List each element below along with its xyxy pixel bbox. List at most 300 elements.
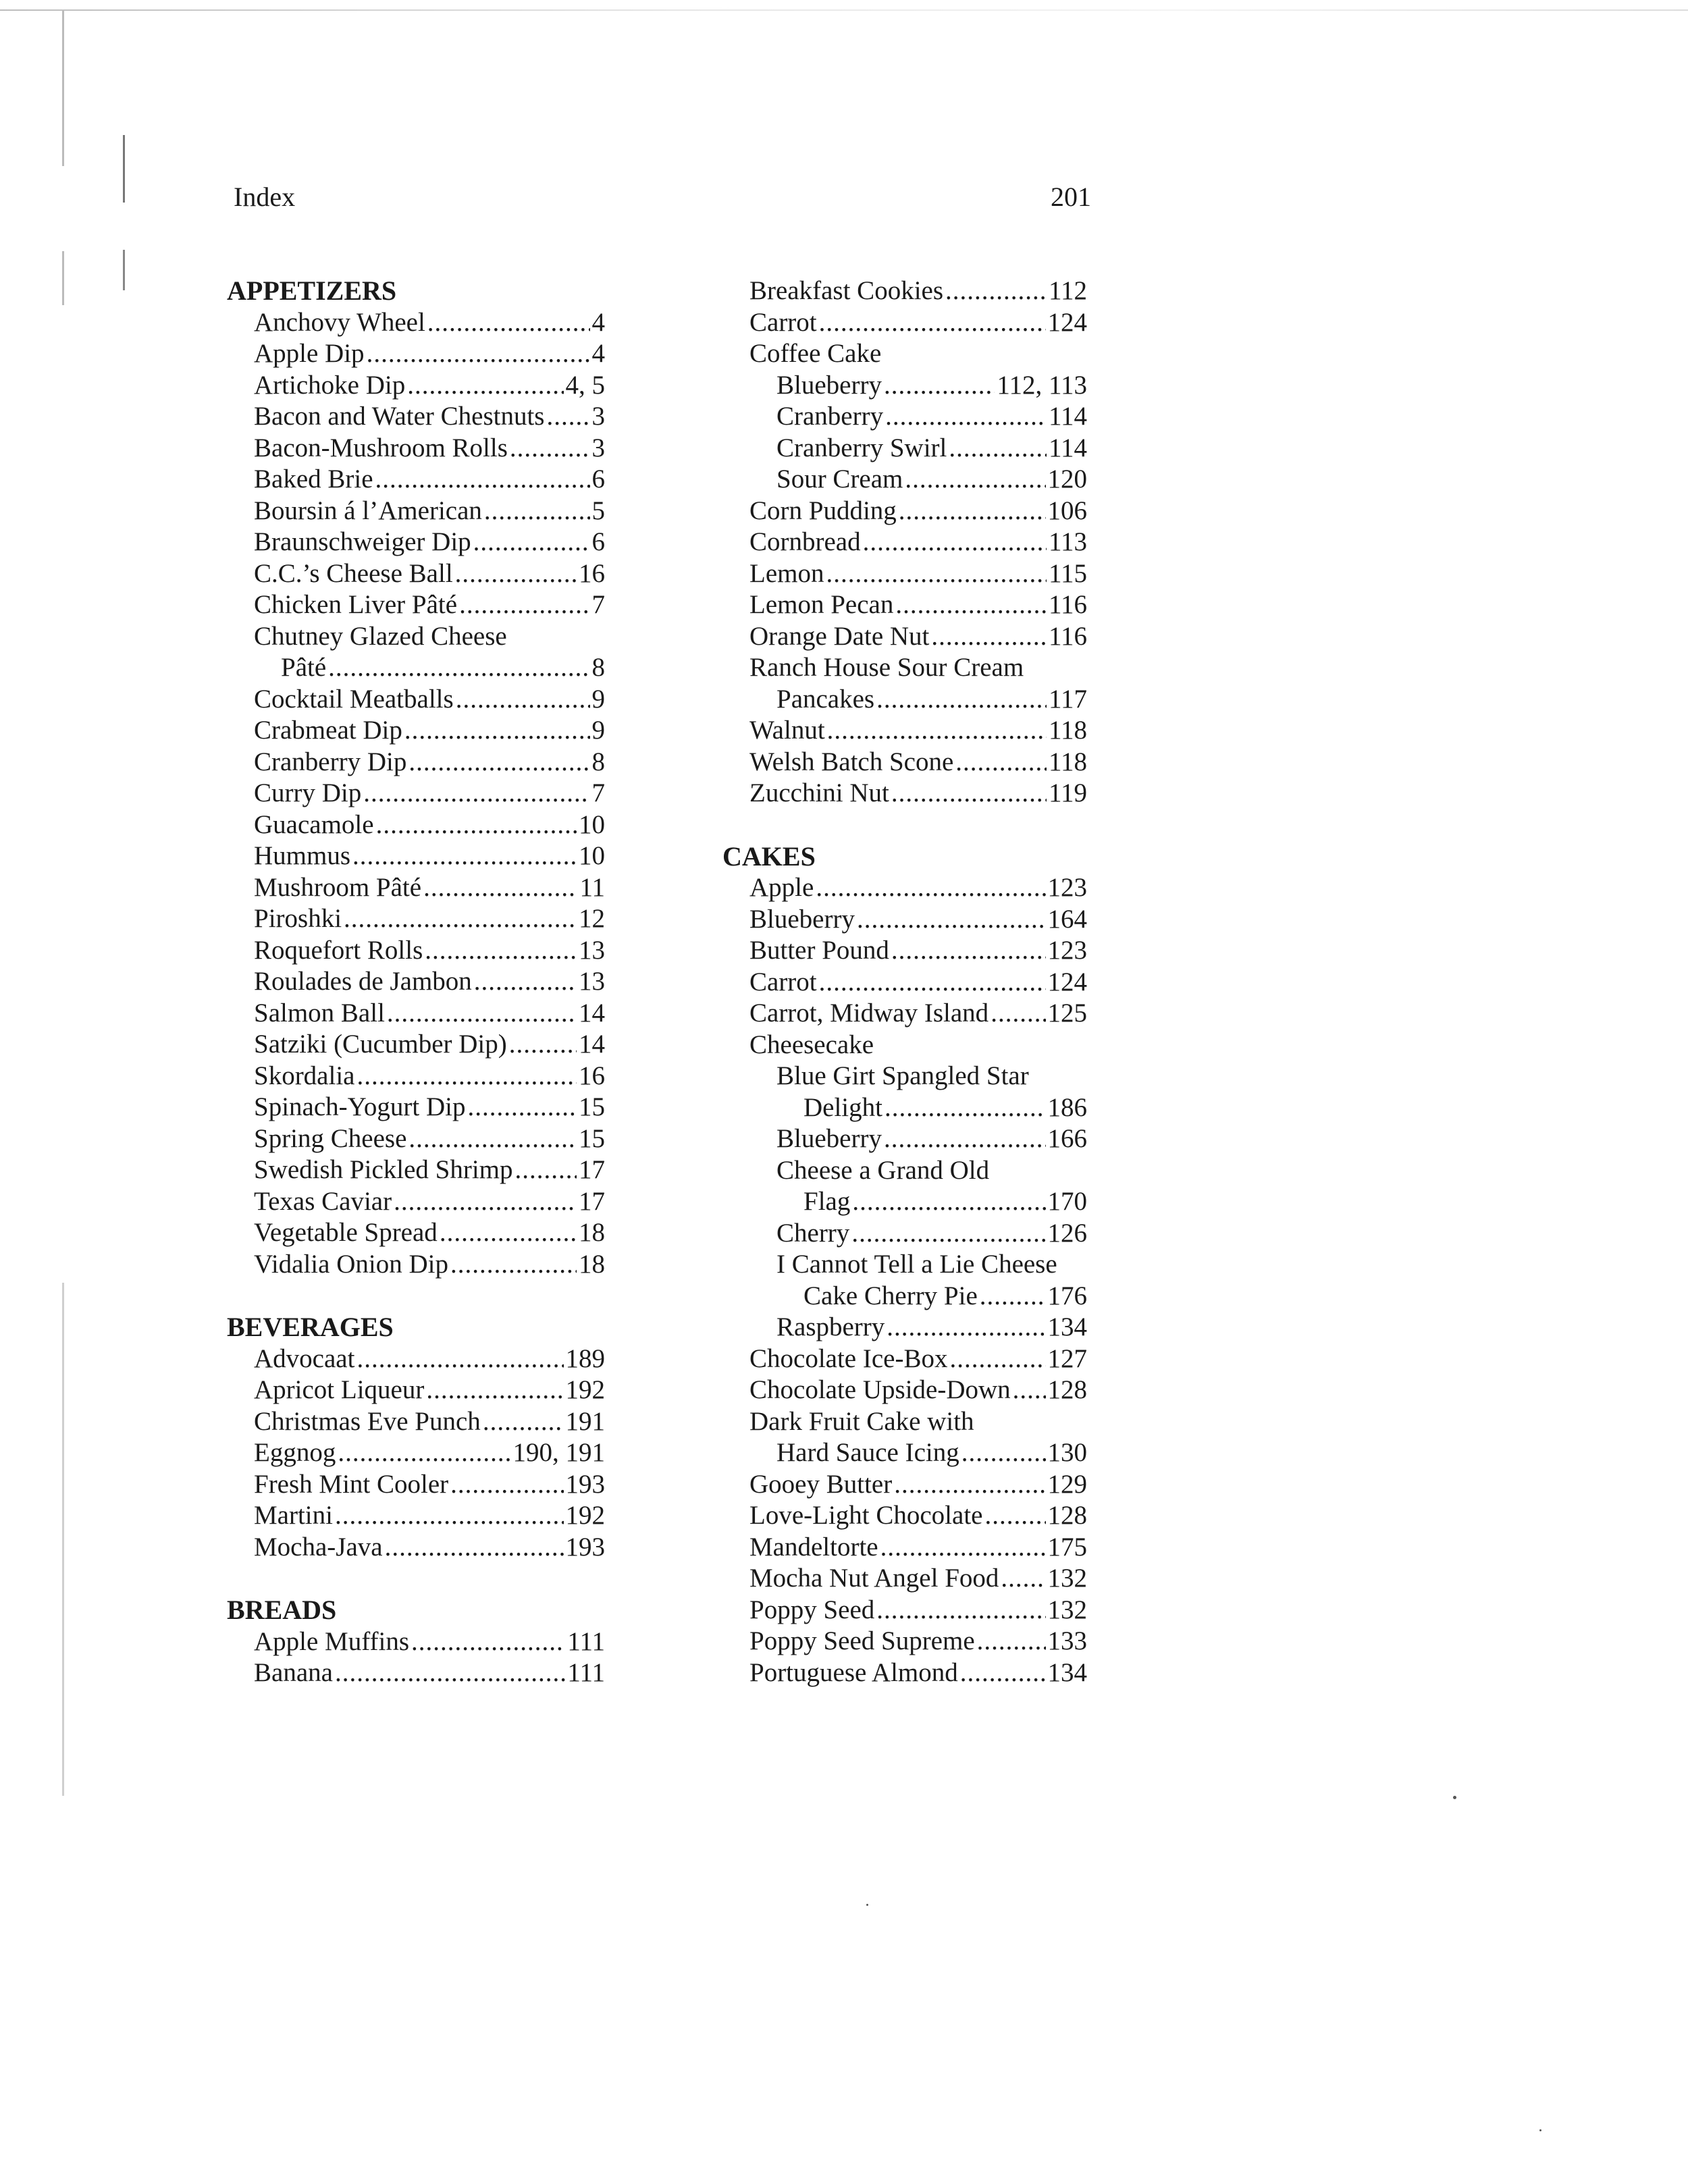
entry-page: 10 [579,809,605,839]
index-entry [227,809,605,841]
index-entry [227,747,605,778]
entry-page: 5 [591,496,605,525]
entry-page: 116 [1048,621,1087,651]
entry-label: Blueberry [749,904,855,934]
index-entry [722,370,1087,402]
dot-leader [546,401,589,433]
entry-page: 124 [1047,307,1087,337]
entry-label: Blueberry [776,370,882,400]
entry-label: Carrot [749,307,817,337]
index-entry [227,1437,605,1469]
index-entry [227,1123,605,1155]
entry-page: 164 [1047,904,1087,934]
dot-leader [352,841,577,872]
entry-page: 6 [591,527,605,556]
entry-page: 186 [1047,1092,1087,1122]
dot-leader [857,904,1046,936]
index-column-right [722,275,1087,1720]
entry-label: Cranberry Dip [254,747,407,776]
dot-leader [949,1343,1045,1375]
dot-leader [515,1154,577,1186]
entry-label: Welsh Batch Scone [749,747,954,776]
dot-leader [426,1375,563,1406]
index-entry [722,1343,1087,1375]
dot-leader [450,1249,577,1281]
entry-page: 118 [1048,716,1087,745]
entry-label: Gooey Butter [749,1469,893,1499]
entry-label: Skordalia [254,1061,355,1090]
dot-leader [376,809,577,841]
scan-mark [123,250,125,290]
dot-leader [427,307,590,339]
scan-speck [866,1904,868,1906]
entry-page: 126 [1047,1218,1087,1248]
entry-label: Cake Cherry Pie [803,1281,978,1310]
dot-leader [819,307,1046,339]
dot-leader [816,872,1045,904]
index-entry [722,1657,1087,1689]
dot-leader [335,1657,565,1689]
entry-label: Chicken Liver Pâté [254,590,458,619]
index-entry [227,1469,605,1501]
index-entry-group: Coffee Cake [749,339,882,368]
index-entry [227,966,605,998]
dot-leader [1013,1375,1046,1406]
index-entry [722,1092,1087,1124]
entry-page: 130 [1047,1438,1087,1467]
entry-page: 12 [579,904,605,933]
entry-label: Poppy Seed Supreme [749,1626,975,1655]
entry-label: Portuguese Almond [749,1657,958,1687]
entry-page: 133 [1047,1626,1087,1655]
entry-label: Guacamole [254,809,374,839]
entry-page: 16 [579,558,605,588]
dot-leader [385,1532,564,1564]
scan-edge-left [62,1283,64,1796]
entry-page: 114 [1048,402,1087,431]
entry-page: 4 [591,307,605,337]
index-entry [227,433,605,464]
dot-leader [863,527,1047,558]
index-entry [227,1249,605,1281]
index-entry [227,1657,605,1689]
dot-leader [474,966,577,998]
entry-label: Curry Dip [254,778,362,807]
index-entry [227,1500,605,1532]
entry-page: 166 [1047,1124,1087,1153]
index-entry [722,1469,1087,1501]
entry-page: 112, 113 [997,370,1087,400]
index-entry [722,1563,1087,1595]
dot-leader [851,1218,1045,1250]
entry-label: Walnut [749,716,825,745]
entry-label: Carrot [749,967,817,996]
index-entry-group: Blue Girt Spangled Star [776,1061,1029,1090]
entry-label: Christmas Eve Punch [254,1406,481,1436]
index-entry [722,1218,1087,1250]
entry-label: Orange Date Nut [749,621,930,651]
entry-label: Cranberry [776,402,884,431]
entry-label: Cherry [776,1218,850,1248]
dot-leader [984,1500,1045,1532]
entry-label: Spring Cheese [254,1123,407,1153]
entry-page: 118 [1048,747,1087,776]
entry-label: Delight [803,1092,882,1122]
dot-leader [945,275,1047,307]
entry-label: Apple Muffins [254,1626,410,1656]
dot-leader [459,589,589,621]
entry-label: Hummus [254,841,351,870]
entry-label: Baked Brie [254,464,373,494]
entry-label: Cocktail Meatballs [254,684,454,714]
index-entry [227,1061,605,1092]
index-entry [722,1312,1087,1343]
index-entry-group: Dark Fruit Cake with [749,1406,974,1436]
dot-leader [1001,1563,1045,1595]
scan-speck [1453,1796,1456,1799]
page-title: Index [234,182,296,212]
entry-page: 17 [579,1155,605,1184]
dot-leader [894,1469,1045,1501]
entry-label: Apricot Liqueur [254,1375,425,1404]
dot-leader [880,1532,1046,1564]
entry-page: 15 [579,1123,605,1153]
entry-page: 192 [565,1501,605,1530]
dot-leader [852,1186,1045,1218]
index-column-left [227,275,605,1721]
dot-leader [456,684,590,716]
dot-leader [423,872,577,904]
dot-leader [408,1123,577,1155]
entry-page: 15 [579,1092,605,1121]
dot-leader [891,778,1047,809]
index-entry [722,621,1087,653]
index-entry-group: I Cannot Tell a Lie Cheese [776,1250,1057,1279]
entry-page: 4 [591,339,605,368]
entry-page: 3 [591,433,605,462]
index-entry [722,433,1087,464]
dot-leader [357,1061,577,1092]
dot-leader [977,1626,1046,1657]
entry-label: Cornbread [749,527,861,556]
page-number: 201 [1051,182,1091,212]
section-heading: BREADS [227,1595,337,1625]
entry-page: 123 [1047,873,1087,902]
index-entry [722,1437,1087,1469]
entry-label: Martini [254,1501,333,1530]
entry-label: Love-Light Chocolate [749,1501,983,1530]
entry-label: Hard Sauce Icing [776,1438,959,1467]
index-entry [227,652,605,684]
section-heading: CAKES [722,841,816,872]
index-entry [722,1375,1087,1406]
dot-leader [357,1343,563,1375]
entry-label: Banana [254,1658,333,1687]
index-entry [722,1123,1087,1155]
entry-page: 112 [1048,276,1087,305]
entry-page: 18 [579,1249,605,1279]
index-entry [722,464,1087,496]
entry-page: 115 [1048,558,1087,588]
dot-leader [509,1029,577,1061]
index-entry [227,998,605,1030]
entry-label: Braunschweiger Dip [254,527,471,556]
index-section-beverages [227,1312,605,1563]
index-entry [227,935,605,967]
dot-leader [510,433,590,464]
entry-label: Vegetable Spread [254,1218,438,1247]
dot-leader [876,684,1047,716]
dot-leader [884,370,995,402]
index-entry [227,1186,605,1218]
dot-leader [960,1657,1046,1689]
dot-leader [961,1437,1046,1469]
index-section-breads [227,1595,605,1689]
entry-label: Raspberry [776,1312,885,1341]
entry-page: 192 [565,1375,605,1404]
dot-leader [884,1123,1046,1155]
index-entry [227,1406,605,1438]
entry-page: 190, 191 [512,1438,605,1467]
index-entry [227,1029,605,1061]
entry-page: 9 [591,684,605,714]
dot-leader [885,1092,1046,1124]
dot-leader [980,1281,1046,1312]
entry-label: Breakfast Cookies [749,276,944,305]
dot-leader [887,1312,1045,1343]
entry-label: Boursin á l’American [254,496,482,525]
index-entry [722,527,1087,558]
entry-page: 111 [567,1626,605,1656]
dot-leader [895,589,1047,621]
dot-leader [905,464,1045,496]
dot-leader [885,401,1047,433]
dot-leader [819,967,1046,998]
entry-page: 117 [1048,684,1087,714]
index-entry [722,1532,1087,1564]
scan-edge-left [62,11,64,166]
entry-label: Corn Pudding [749,496,897,525]
entry-label: Bacon-Mushroom Rolls [254,433,508,462]
entry-page: 7 [591,590,605,619]
dot-leader [949,433,1047,464]
index-entry [722,1281,1087,1312]
entry-label: Chocolate Upside-Down [749,1375,1011,1404]
entry-label: Pancakes [776,684,875,714]
entry-label: Swedish Pickled Shrimp [254,1155,513,1184]
entry-label: Salmon Ball [254,998,385,1028]
dot-leader [891,935,1046,967]
entry-page: 191 [565,1406,605,1436]
index-entry [227,338,605,370]
dot-leader [328,652,589,684]
index-entry [227,589,605,621]
index-entry [722,589,1087,621]
dot-leader [826,558,1046,590]
index-entry [722,872,1087,904]
entry-page: 14 [579,1030,605,1059]
index-section [722,275,1087,809]
entry-page: 13 [579,935,605,965]
index-entry [227,715,605,747]
dot-leader [876,1595,1045,1626]
index-entry [722,715,1087,747]
entry-page: 193 [565,1469,605,1499]
index-entry [227,1532,605,1564]
index-entry [722,747,1087,778]
scan-mark [123,135,125,203]
entry-page: 125 [1047,998,1087,1028]
entry-page: 113 [1048,527,1087,556]
entry-label: Lemon [749,558,824,588]
index-entry-group: Cheesecake [749,1030,874,1059]
entry-page: 18 [579,1218,605,1247]
index-section-appetizers [227,275,605,1280]
entry-label: Mushroom Pâté [254,872,422,902]
entry-label: Mandeltorte [749,1532,878,1562]
entry-label: Chocolate Ice-Box [749,1343,948,1373]
index-entry [227,841,605,872]
index-entry [227,903,605,935]
scan-speck [1539,2129,1541,2131]
section-heading: BEVERAGES [227,1312,394,1342]
entry-label: Roquefort Rolls [254,935,423,965]
entry-page: 17 [579,1186,605,1216]
index-entry [227,558,605,590]
entry-label: Pâté [281,653,327,682]
entry-page: 114 [1048,433,1087,462]
entry-label: Fresh Mint Cooler [254,1469,449,1499]
dot-leader [440,1217,577,1249]
dot-leader [344,903,577,935]
index-entry [227,1217,605,1249]
index-entry [722,935,1087,967]
dot-leader [367,338,590,370]
entry-page: 120 [1047,464,1087,494]
entry-label: Vidalia Onion Dip [254,1249,448,1279]
dot-leader [455,558,577,590]
dot-leader [899,496,1046,527]
entry-page: 124 [1047,967,1087,996]
entry-label: Carrot, Midway Island [749,998,989,1028]
entry-page: 14 [579,998,605,1028]
index-entry [227,778,605,809]
index-entry [722,1626,1087,1657]
index-entry [227,1626,605,1658]
index-entry [722,275,1087,307]
entry-label: Blueberry [776,1124,882,1153]
dot-leader [450,1469,563,1501]
entry-page: 170 [1047,1187,1087,1216]
index-entry [722,1595,1087,1626]
entry-label: Satziki (Cucumber Dip) [254,1030,507,1059]
dot-leader [375,464,590,496]
index-entry-group: Chutney Glazed Cheese [254,621,507,651]
index-entry [227,1343,605,1375]
index-entry [722,967,1087,998]
dot-leader [338,1437,510,1469]
section-heading: APPETIZERS [227,275,397,306]
entry-page: 7 [591,778,605,807]
dot-leader [394,1186,577,1218]
dot-leader [931,621,1047,653]
entry-label: Zucchini Nut [749,778,889,807]
entry-page: 11 [579,872,605,902]
entry-page: 134 [1047,1312,1087,1341]
entry-page: 175 [1047,1532,1087,1562]
entry-page: 189 [565,1343,605,1373]
scan-edge-left [62,251,64,305]
dot-leader [404,715,590,747]
entry-label: Flag [803,1187,851,1216]
entry-page: 16 [579,1061,605,1090]
entry-page: 106 [1047,496,1087,525]
dot-leader [827,715,1047,747]
entry-page: 134 [1047,1657,1087,1687]
entry-page: 116 [1048,590,1087,619]
scan-edge-top [0,9,1688,11]
index-entry [722,496,1087,527]
dot-leader [473,527,590,558]
entry-page: 193 [565,1532,605,1562]
dot-leader [467,1092,577,1123]
entry-page: 127 [1047,1343,1087,1373]
entry-page: 3 [591,402,605,431]
index-entry [227,307,605,339]
index-entry [227,370,605,402]
dot-leader [991,998,1045,1030]
entry-page: 176 [1047,1281,1087,1310]
index-entry-group: Cheese a Grand Old [776,1155,990,1185]
entry-page: 132 [1047,1564,1087,1593]
entry-page: 123 [1047,936,1087,965]
entry-page: 9 [591,716,605,745]
entry-page: 119 [1048,778,1087,807]
index-entry [722,307,1087,339]
index-entry [227,527,605,558]
dot-leader [408,747,589,778]
index-entry [227,401,605,433]
entry-label: Lemon Pecan [749,590,894,619]
index-entry [722,1500,1087,1532]
entry-label: Texas Caviar [254,1186,392,1216]
index-entry [722,998,1087,1030]
index-entry [722,401,1087,433]
entry-label: Apple [749,873,814,902]
dot-leader [483,1406,564,1438]
entry-label: C.C.’s Cheese Ball [254,558,453,588]
index-entry [722,904,1087,936]
entry-page: 13 [579,967,605,996]
entry-page: 6 [591,464,605,494]
entry-page: 128 [1047,1375,1087,1404]
entry-label: Mocha-Java [254,1532,383,1562]
entry-label: Bacon and Water Chestnuts [254,402,545,431]
index-entry-group: Ranch House Sour Cream [749,653,1024,682]
entry-label: Crabmeat Dip [254,716,402,745]
index-entry [227,684,605,716]
entry-page: 132 [1047,1595,1087,1624]
dot-leader [425,935,577,967]
entry-page: 129 [1047,1469,1087,1499]
entry-label: Poppy Seed [749,1595,875,1624]
dot-leader [363,778,589,809]
index-entry [227,1375,605,1406]
dot-leader [955,747,1047,778]
dot-leader [484,496,590,527]
entry-label: Sour Cream [776,464,903,494]
entry-label: Butter Pound [749,936,889,965]
